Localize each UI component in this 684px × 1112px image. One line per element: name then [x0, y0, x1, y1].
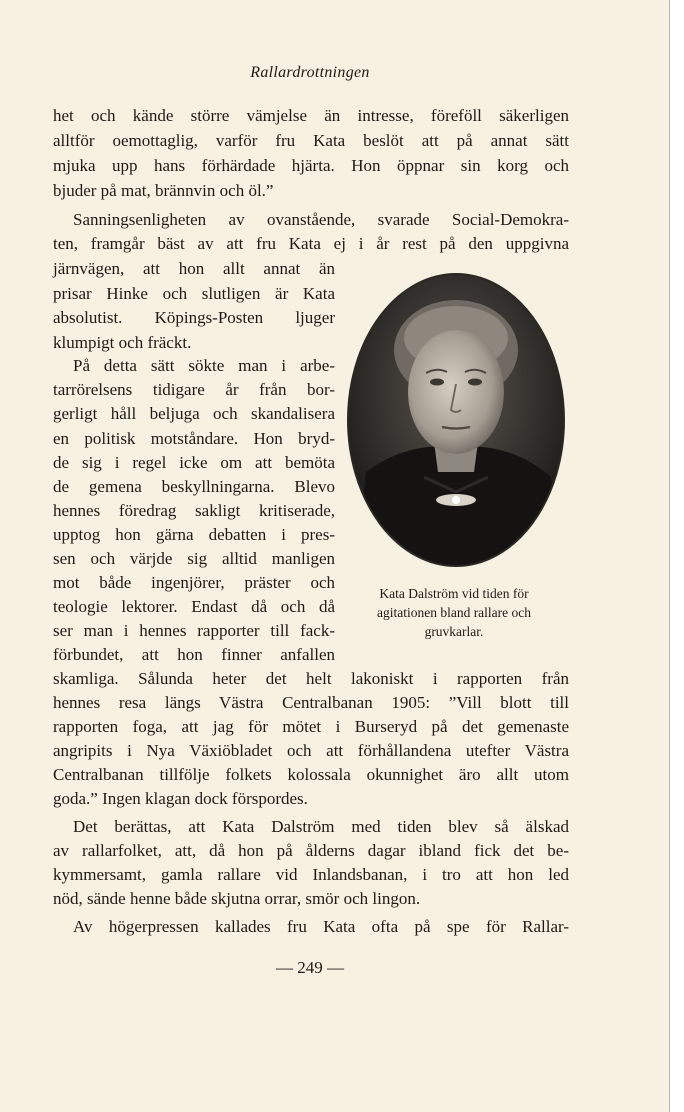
caption-line: gruvkarlar.: [424, 624, 484, 639]
caption-line: agitationen bland rallare och: [376, 605, 532, 620]
portrait-photo: [346, 272, 566, 568]
text-line: kymmersamt, gamla rallare vid Inlandsbanan, i tro att hon led: [53, 865, 569, 884]
text-line: de sig i regel icke om att bemöta: [53, 453, 335, 472]
text-line: Det berättas, att Kata Dalström med tiden blev så älskad: [73, 817, 569, 836]
text-line: Sanningsenligheten av ovanstående, svarade Social-Demokra-: [73, 210, 569, 229]
text-line: rapporten foga, att jag för mötet i Burseryd på det gemenaste: [53, 717, 569, 736]
text-line: ser man i hennes rapporter till fack-: [53, 621, 335, 640]
text-line: absolutist. Köpings-Posten ljuger: [53, 308, 335, 327]
text-line: teologie lektorer. Endast då och då: [53, 597, 335, 616]
photo-caption: [338, 584, 570, 641]
page-number: — 249 —: [276, 958, 344, 977]
text-line: gerligt håll beljuga och skandalisera: [53, 404, 335, 423]
text-line: mot både ingenjörer, präster och: [53, 573, 335, 592]
text-line: tarrörelsens tidigare år från bor-: [53, 380, 335, 399]
text-line: alltför oemottaglig, varför fru Kata beslöt att på annat sätt: [53, 131, 569, 150]
text-line: skamliga. Sålunda heter det helt lakoniskt i rapporten från: [53, 669, 569, 688]
text-line: nöd, sände henne både skjutna orrar, smör och lingon.: [53, 889, 421, 908]
text-line: goda.” Ingen klagan dock förspordes.: [53, 789, 308, 808]
text-line: sen och värjde sig alltid manligen: [53, 549, 335, 568]
text-line: Av högerpressen kallades fru Kata ofta på spe för Rallar-: [73, 917, 569, 936]
text-line: bjuder på mat, brännvin och öl.”: [53, 181, 274, 200]
text-line: de gemena beskyllningarna. Blevo: [53, 477, 335, 496]
caption-line: Kata Dalström vid tiden för: [379, 586, 529, 601]
text-line: Centralbanan tillfölje folkets kolossala okunnighet äro allt utom: [53, 765, 569, 784]
text-line: av rallarfolket, att, då hon på ålderns dagar ibland fick det be-: [53, 841, 569, 860]
text-line: klumpigt och fräckt.: [53, 333, 192, 352]
text-line: mjuka upp hans förhärdade hjärta. Hon öppnar sin korg och: [53, 156, 569, 175]
text-line: angripits i Nya Växiöbladet och att förhållandena utefter Västra: [53, 741, 569, 760]
page-margin-edge: [670, 0, 684, 1112]
text-line: hennes resa längs Västra Centralbanan 1905: ”Vill blott till: [53, 693, 569, 712]
text-line: en politisk motståndare. Hon bryd-: [53, 429, 335, 448]
text-line: På detta sätt sökte man i arbe-: [73, 356, 335, 375]
text-line: järnvägen, att hon allt annat än: [53, 259, 335, 278]
text-line: upptog hon gärna debatten i pres-: [53, 525, 335, 544]
text-line: ten, framgår bäst av att fru Kata ej i år rest på den uppgivna: [53, 234, 569, 253]
text-line: het och kände större vämjelse än intresse, föreföll säkerligen: [53, 106, 569, 125]
text-line: prisar Hinke och slutligen är Kata: [53, 284, 335, 303]
text-line: förbundet, att hon finner anfallen: [53, 645, 335, 664]
running-head: Rallardrottningen: [250, 64, 370, 81]
text-line: hennes föredrag sakligt kritiserade,: [53, 501, 335, 520]
